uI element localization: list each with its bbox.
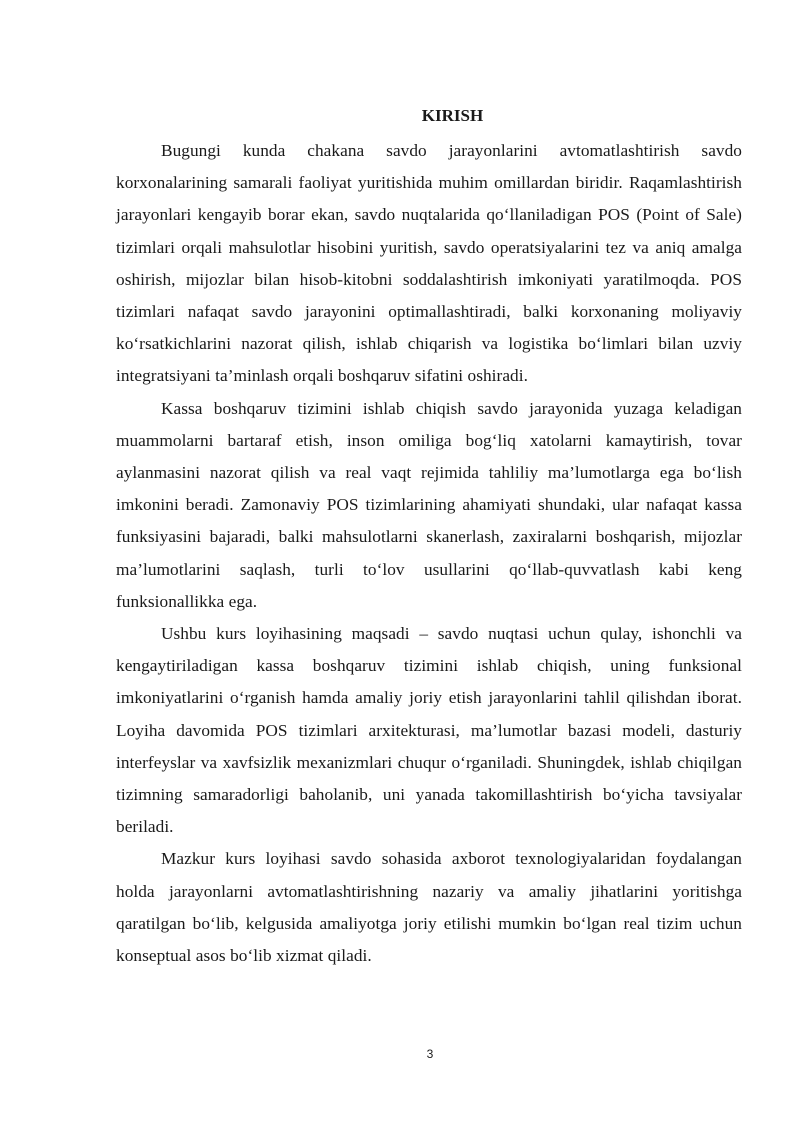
paragraph-3: Ushbu kurs loyihasining maqsadi – savdo nuqtasi uchun qulay, ishonchli va kengaytiriladigan kassa boshqaruv tizimini ishlab chiqish, uning funksional imkoniyatlarini o‘rganish hamda amaliy joriy etish jarayonlarini tahlil qilishdan iborat. Loyiha davomida POS tizimlari arxitekturasi, ma’lumotlar bazasi modeli, dasturiy interfeyslar va xavfsizlik mexanizmlari chuqur o‘rganiladi. Shuningdek, ishlab chiqilgan tizimning samaradorligi baholanib, uni yanada takomillashtirish bo‘yicha tavsiyalar beriladi. [116, 624, 742, 837]
page-number: 3 [426, 1047, 434, 1061]
paragraph-4: Mazkur kurs loyihasi savdo sohasida axborot texnologiyalaridan foydalangan holda jarayonlarni avtomatlashtirishning nazariy va amaliy jihatlarini yoritishga qaratilgan bo‘lib, kelgusida amaliyotga joriy etilishi mumkin bo‘lgan real tizim uchun konseptual asos bo‘lib xizmat qiladi. [116, 849, 742, 966]
body-text [116, 135, 742, 972]
section-heading: KIRISH [421, 106, 484, 125]
paragraph-1: Bugungi kunda chakana savdo jarayonlarini avtomatlashtirish savdo korxonalarining samarali faoliyat yuritishida muhim omillardan biridir. Raqamlashtirish jarayonlari kengayib borar ekan, savdo nuqtalarida qo‘llaniladigan POS (Point of Sale) tizimlari orqali mahsulotlar hisobini yuritish, savdo operatsiyalarini tez va aniq amalga oshirish, mijozlar bilan hisob-kitobni soddalashtirish imkoniyati yaratilmoqda. POS tizimlari nafaqat savdo jarayonini optimallashtiradi, balki korxonaning moliyaviy ko‘rsatkichlarini nazorat qilish, ishlab chiqarish va logistika bo‘limlari bilan uzviy integratsiyani ta’minlash orqali boshqaruv sifatini oshiradi. [116, 141, 742, 386]
paragraph-2: Kassa boshqaruv tizimini ishlab chiqish savdo jarayonida yuzaga keladigan muammolarni bartaraf etish, inson omiliga bog‘liq xatolarni kamaytirish, tovar aylanmasini nazorat qilish va real vaqt rejimida tahliliy ma’lumotlarga ega bo‘lish imkonini beradi. Zamonaviy POS tizimlarining ahamiyati shundaki, ular nafaqat kassa funksiyasini bajaradi, balki mahsulotlarni skanerlash, zaxiralarni boshqarish, mijozlar ma’lumotlarini saqlash, turli to‘lov usullarini qo‘llab-quvvatlash kabi keng funksionallikka ega. [116, 398, 742, 611]
